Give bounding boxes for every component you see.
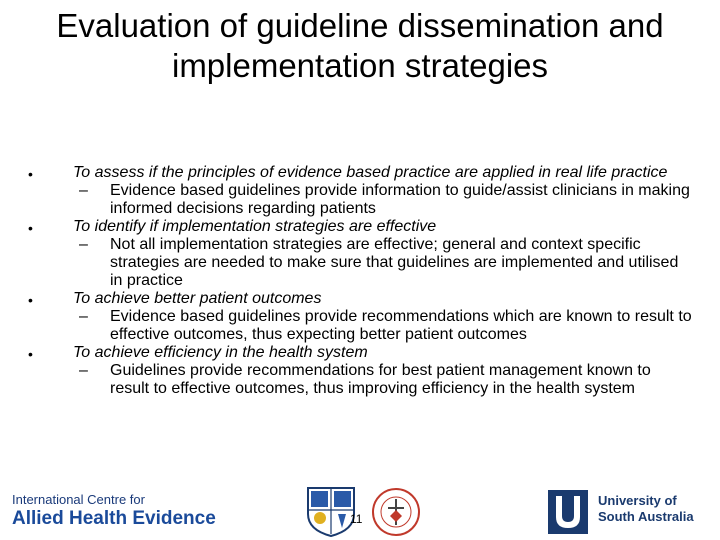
bullet-marker: • (28, 166, 33, 182)
bullet-item (24, 164, 694, 218)
slide-footer (0, 484, 720, 540)
sub-bullet-text: Evidence based guidelines provide information to guide/assist clinicians in making informed decisions regarding patients (110, 182, 690, 217)
sub-bullet (73, 308, 694, 344)
medical-seal-emblem (370, 486, 422, 538)
unisa-logo-icon (548, 490, 588, 534)
university-name-line2: South Australia (598, 509, 694, 524)
university-name (598, 493, 694, 525)
dash-marker: – (79, 236, 88, 253)
dash-marker: – (79, 182, 88, 199)
dash-marker: – (79, 308, 88, 325)
university-name-line1: University of (598, 493, 677, 508)
bullet-item (24, 218, 694, 290)
bullet-marker: • (28, 292, 33, 308)
sub-bullet (73, 362, 694, 398)
dash-marker: – (79, 362, 88, 379)
sub-bullet (73, 236, 694, 290)
bullet-marker: • (28, 346, 33, 362)
bullet-text: To achieve better patient outcomes (73, 290, 322, 307)
bullet-item (24, 344, 694, 398)
page-number: 11 (350, 512, 363, 526)
bullet-text: To identify if implementation strategies are effective (73, 218, 437, 235)
slide-title: Evaluation of guideline dissemination and implementation strategies (56, 7, 664, 84)
icahe-logo-line1: International Centre for (12, 492, 145, 507)
bullet-text: To achieve efficiency in the health system (73, 344, 368, 361)
coat-of-arms-emblem (302, 484, 363, 538)
sub-bullet (73, 182, 694, 218)
bullet-item (24, 290, 694, 344)
icahe-logo-line2: Allied Health Evidence (12, 508, 216, 529)
sub-bullet-text: Evidence based guidelines provide recommendations which are known to result to effective outcomes, thus expecting better patient outcomes (110, 308, 692, 343)
sub-bullet-text: Not all implementation strategies are effective; general and context specific strategies are needed to make sure that guidelines are implemented and utilised in practice (110, 236, 679, 289)
bullet-list (24, 164, 694, 398)
bullet-text: To assess if the principles of evidence based practice are applied in real life practice (73, 164, 668, 181)
bullet-marker: • (28, 220, 33, 236)
sub-bullet-text: Guidelines provide recommendations for best patient management known to result to effective outcomes, thus improving efficiency in the health system (110, 362, 651, 397)
icahe-logo (12, 492, 232, 531)
